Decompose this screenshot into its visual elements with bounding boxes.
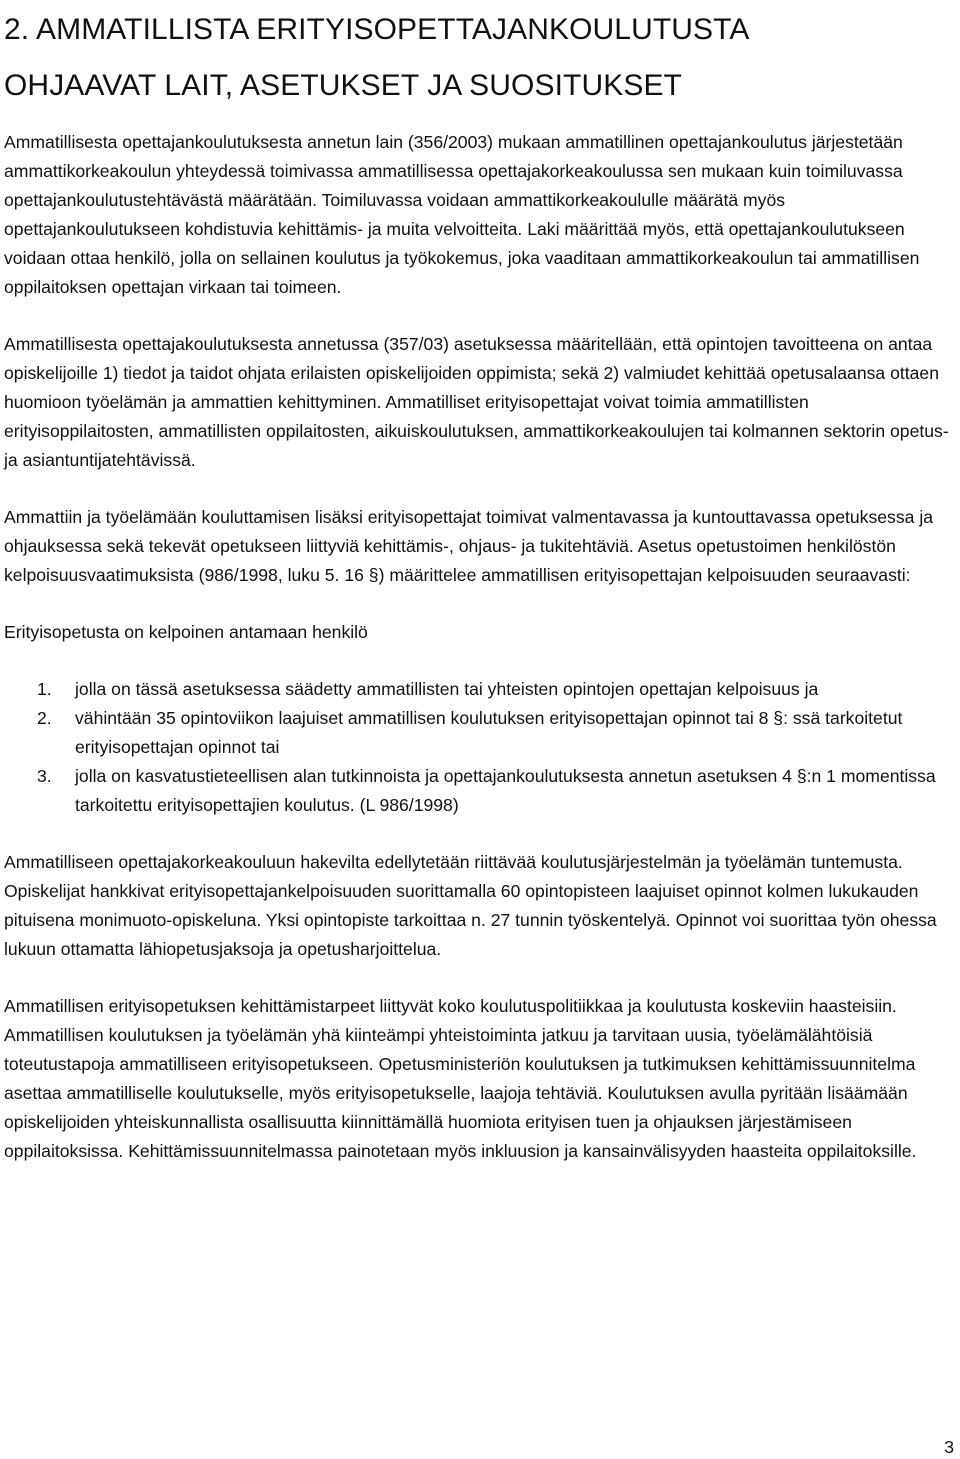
- section-title-line-1: 2. AMMATILLISTA ERITYISOPETTAJANKOULUTUSTA: [4, 13, 750, 46]
- paragraph-kehittamistarpeet: Ammatillisen erityisopetuksen kehittämistarpeet liittyvät koko koulutuspolitiikkaa ja koulutusta koskeviin haasteisiin. Ammatillisen koulutuksen ja työelämän yhä kiinteämpi yhteistoiminta jatkuu ja tarvitaan uusia, työelämälähtöisiä toteutustapoja ammatilliseen erityisopetukseen. Opetusministeriön koulutuksen ja tutkimuksen kehittämissuunnitelma asettaa ammatilliselle koulutukselle, myös erityisopetukselle, laajoja tehtäviä. Koulutuksen avulla pyritään lisäämään opiskelijoiden yhteiskunnallista osallisuutta kiinnittämällä huomiota erityisen tuen ja ohjauksen järjestämiseen oppilaitoksissa. Kehittämissuunnitelmassa painotetaan myös inkluusion ja kansainvälisyyden haasteita oppilaitoksille.: [4, 996, 917, 1161]
- paragraph-opettajankoulutus-law: Ammatillisesta opettajankoulutuksesta annetun lain (356/2003) mukaan ammatillinen opettajankoulutus järjestetään ammattikorkeakoulun yhteydessä toimivassa ammatillisessa opettajakorkeakoulussa sen mukaan kuin toimiluvassa opettajankoulutustehtävästä määrätään. Toimiluvassa voidaan ammattikorkeakoululle määrätä myös opettajankoulutukseen kohdistuvia kehittämis- ja muita velvoitteita. Laki määrittää myös, että opettajankoulutukseen voidaan ottaa henkilö, jolla on sellainen koulutus ja työkokemus, joka vaaditaan ammattikorkeakoulun tai ammatillisen oppilaitoksen opettajan virkaan tai toimeen.: [4, 132, 920, 297]
- kelpoisuus-list: [4, 675, 954, 820]
- section-title: [4, 0, 954, 114]
- paragraph-kelpoisuus-intro: Erityisopetusta on kelpoinen antamaan henkilö: [4, 622, 368, 642]
- section-title-line-2: OHJAAVAT LAIT, ASETUKSET JA SUOSITUKSET: [4, 69, 682, 102]
- list-item-number: 2.: [37, 708, 52, 728]
- list-item: [4, 762, 954, 820]
- list-item-text: jolla on kasvatustieteellisen alan tutkinnoista ja opettajankoulutuksesta annetun asetuksen 4 §:n 1 momentissa tarkoitettu erityisopettajien koulutus. (L 986/1998): [75, 766, 936, 815]
- paragraph-haku-ja-opinnot: Ammatilliseen opettajakorkeakouluun hakevilta edellytetään riittävää koulutusjärjestelmän ja työelämän tuntemusta. Opiskelijat hankkivat erityisopettajankelpoisuuden suorittamalla 60 opintopisteen laajuiset opinnot kolmen lukukauden pituisena monimuoto-opiskeluna. Yksi opintopiste tarkoittaa n. 27 tunnin työskentelyä. Opinnot voi suorittaa työn ohessa lukuun ottamatta lähiopetusjaksoja ja opetusharjoittelua.: [4, 852, 937, 959]
- list-item-text: vähintään 35 opintoviikon laajuiset ammatillisen koulutuksen erityisopettajan opinnot tai 8 §: ssä tarkoitetut erityisopettajan opinnot tai: [75, 708, 903, 757]
- paragraph-erityisopettajat-tasks: Ammattiin ja työelämään kouluttamisen lisäksi erityisopettajat toimivat valmentavassa ja kuntouttavassa opetuksessa ja ohjauksessa sekä tekevät opetukseen liittyviä kehittämis-, ohjaus- ja tukitehtäviä. Asetus opetustoimen henkilöstön kelpoisuusvaatimuksista (986/1998, luku 5. 16 §) määrittelee ammatillisen erityisopettajan kelpoisuuden seuraavasti:: [4, 507, 934, 585]
- list-item-text: jolla on tässä asetuksessa säädetty ammatillisten tai yhteisten opintojen opettajan kelpoisuus ja: [75, 679, 819, 699]
- document-page: [4, 0, 954, 1166]
- paragraph-opettajakoulutus-decree: Ammatillisesta opettajakoulutuksesta annetussa (357/03) asetuksessa määritellään, että opintojen tavoitteena on antaa opiskelijoille 1) tiedot ja taidot ohjata erilaisten opiskelijoiden oppimista; sekä 2) valmiudet kehittää opetusalaansa ottaen huomioon työelämän ja ammattien kehittyminen. Ammatilliset erityisopettajat voivat toimia ammatillisten erityisoppilaitosten, ammatillisten oppilaitosten, aikuiskoulutuksen, ammattikorkeakoulujen tai kolmannen sektorin opetus- ja asiantuntijatehtävissä.: [4, 334, 949, 470]
- list-item: [4, 675, 954, 704]
- list-item-number: 3.: [37, 766, 52, 786]
- page-number: 3: [944, 1437, 954, 1457]
- list-item: [4, 704, 954, 762]
- list-item-number: 1.: [37, 679, 52, 699]
